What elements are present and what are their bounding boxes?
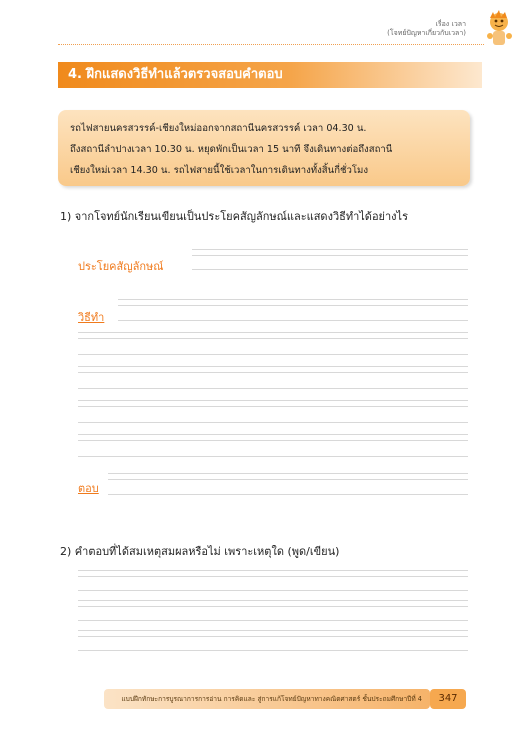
answer-input-line[interactable]: [108, 494, 468, 495]
reason-rule: [78, 600, 468, 601]
method-rule: [78, 434, 468, 435]
answer-rule: [108, 473, 468, 474]
question-2: 2) คำตอบที่ได้สมเหตุสมผลหรือไม่ เพราะเหตุใด (พูด/เขียน): [60, 545, 340, 558]
problem-line-3: เชียงใหม่เวลา 14.30 น. รถไฟสายนี้ใช้เวลาในการเดินทางทั้งสิ้นกี่ชั่วโมง: [70, 165, 369, 176]
question-1: 1) จากโจทย์นักเรียนเขียนเป็นประโยคสัญลักษณ์และแสดงวิธีทำได้อย่างไร: [60, 210, 408, 223]
method-rule: [78, 400, 468, 401]
header-subtopic: (โจทย์ปัญหาเกี่ยวกับเวลา): [387, 29, 466, 37]
reason-rule: [78, 636, 468, 637]
section-title: 4. ฝึกแสดงวิธีทำแล้วตรวจสอบคำตอบ: [58, 62, 482, 88]
method-input-line[interactable]: [78, 354, 468, 355]
reason-rule: [78, 570, 468, 571]
page-header: [387, 20, 466, 38]
sentence-rule: [192, 249, 468, 250]
sentence-input-line[interactable]: [192, 269, 468, 270]
reason-input-line[interactable]: [78, 650, 468, 651]
answer-label: ตอบ: [78, 482, 99, 495]
reason-rule: [78, 630, 468, 631]
reason-input-line[interactable]: [78, 620, 468, 621]
reason-input-line[interactable]: [78, 590, 468, 591]
header-topic: เรื่อง เวลา: [435, 20, 466, 28]
problem-box: [58, 110, 470, 186]
method-rule: [78, 406, 468, 407]
method-rule: [78, 366, 468, 367]
sentence-label: ประโยคสัญลักษณ์: [78, 260, 164, 273]
reason-rule: [78, 576, 468, 577]
method-input-line[interactable]: [78, 456, 468, 457]
method-input-line[interactable]: [118, 320, 468, 321]
method-rule: [78, 332, 468, 333]
method-rule: [118, 305, 468, 306]
page-number: 347: [430, 689, 466, 709]
method-input-line[interactable]: [78, 388, 468, 389]
answer-rule: [108, 479, 468, 480]
method-rule: [78, 338, 468, 339]
mascot-icon: [482, 8, 516, 52]
problem-line-2: ถึงสถานีลำปางเวลา 10.30 น. หยุดพักเป็นเวลา 15 นาที จึงเดินทางต่อถึงสถานี: [70, 144, 393, 155]
footer-book-title: แบบฝึกทักษะการบูรณาการการอ่าน การคิดและ สู่การแก้โจทย์ปัญหาทางคณิตศาสตร์ ชั้นประถมศึกษาปีที่ 4: [104, 689, 430, 709]
method-input-line[interactable]: [78, 422, 468, 423]
method-rule: [118, 299, 468, 300]
problem-line-1: รถไฟสายนครสวรรค์-เชียงใหม่ออกจากสถานีนครสวรรค์ เวลา 04.30 น.: [70, 123, 367, 134]
method-rule: [78, 440, 468, 441]
method-rule: [78, 372, 468, 373]
header-divider: [58, 44, 484, 45]
method-label: วิธีทำ: [78, 311, 105, 324]
reason-rule: [78, 606, 468, 607]
sentence-rule: [192, 255, 468, 256]
